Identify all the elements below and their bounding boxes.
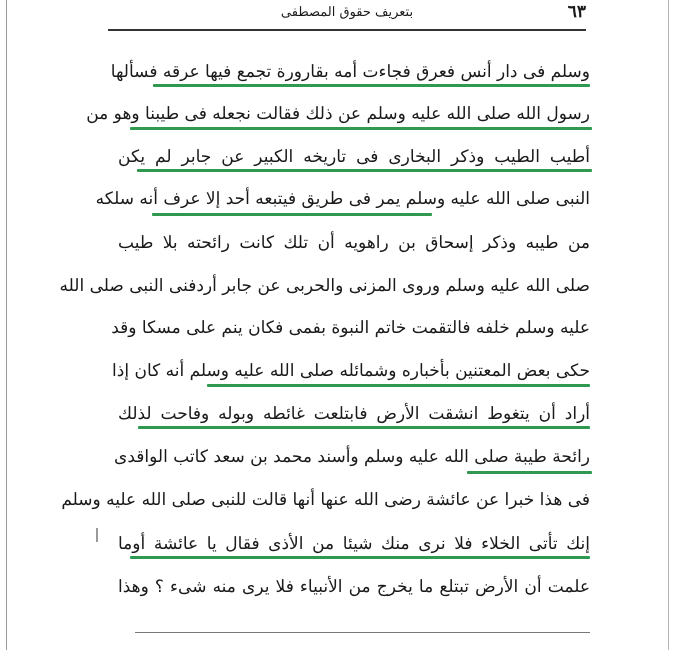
text-line: فى هذا خبرا عن عائشة رضى الله عنها أنها قالت للنبى صلى الله عليه وسلم	[61, 490, 590, 510]
highlight-underline	[153, 84, 590, 87]
text-line: من طيبه وذكر إسحاق بن راهويه أن تلك كانت رائحته بلا طيب	[118, 233, 590, 253]
text-line: عليه وسلم خلفه فالتقمت خاتم النبوة بفمى فكان ينم على مسكا وقد	[111, 318, 590, 338]
text-line: حكى بعض المعتنين بأخباره وشمائله صلى الله عليه وسلم أنه كان إذا	[112, 361, 590, 381]
highlight-underline	[467, 471, 592, 474]
highlight-underline	[130, 127, 592, 130]
highlight-underline	[138, 426, 590, 429]
running-title: بتعريف حقوق المصطفى	[280, 5, 414, 20]
highlight-underline	[137, 169, 592, 172]
margin-mark	[96, 528, 98, 542]
highlight-underline	[207, 384, 590, 387]
highlight-underline	[152, 213, 432, 216]
text-line: إنك تأتى الخلاء فلا نرى منك شيئا من الأذى فقال يا عائشة أوما	[118, 534, 590, 554]
page-number: ٦٣	[567, 2, 586, 22]
highlight-underline	[130, 556, 590, 559]
text-line: أطيب الطيب وذكر البخارى فى تاريخه الكبير عن جابر لم يكن	[118, 147, 590, 167]
text-line: النبى صلى الله عليه وسلم يمر فى طريق فيتبعه أحد إلا عرف أنه سلكه	[95, 189, 590, 209]
footer-rule	[135, 632, 590, 633]
text-line: صلى الله عليه وسلم وروى المزنى والحربى عن جابر أردفنى النبى صلى الله	[59, 276, 590, 296]
text-line: وسلم فى دار أنس فعرق فجاءت أمه بقارورة تجمع فيها عرقه فسألها	[110, 62, 590, 82]
text-line: أراد أن يتغوط انشقت الأرض فابتلعت غائطه وبوله وفاحت لذلك	[118, 404, 590, 424]
text-line: رسول الله صلى الله عليه وسلم عن ذلك فقالت نجعله فى طيبنا وهو من	[86, 104, 590, 124]
text-line: رائحة طيبة صلى الله عليه وسلم وأسند محمد بن سعد كاتب الواقدى	[114, 447, 590, 467]
text-line: علمت أن الأرض تبتلع ما يخرج من الأنبياء فلا يرى منه شىء ؟ وهذا	[118, 577, 590, 597]
